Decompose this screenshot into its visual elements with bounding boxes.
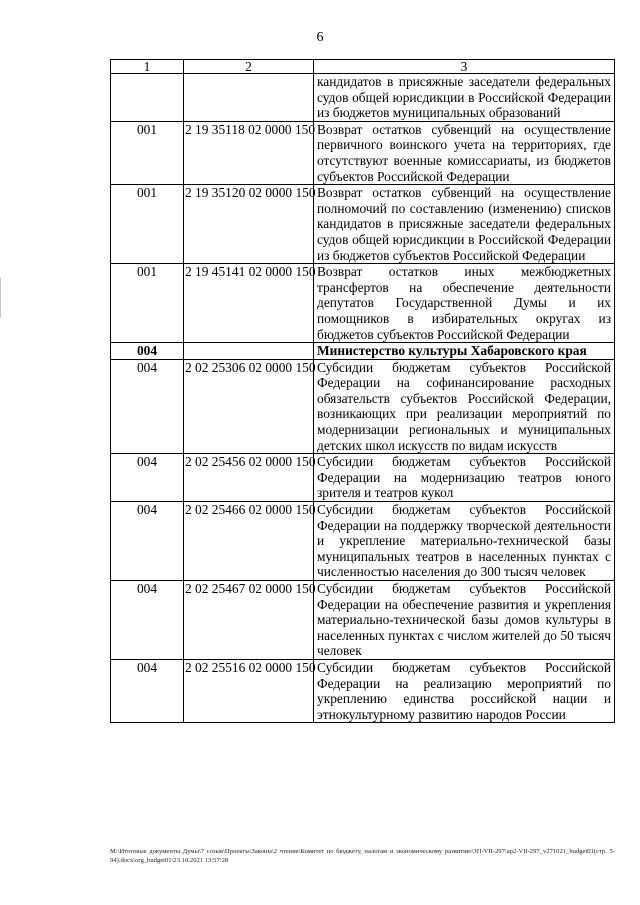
table-row xyxy=(111,264,615,343)
margin-mark xyxy=(0,278,4,318)
description-cell: кандидатов в присяжные заседатели федеральных судов общей юрисдикции в Российской Федерации из бюджетов муниципальных образований xyxy=(314,74,615,122)
budget-code-cell: 2 19 45141 02 0000 150 xyxy=(184,264,314,343)
budget-code-cell: 2 02 25306 02 0000 150 xyxy=(184,359,314,454)
table-row xyxy=(111,74,615,122)
table-row xyxy=(111,659,615,722)
description-cell: Субсидии бюджетам субъектов Российской Федерации на модернизацию театров юного зрителя и театров кукол xyxy=(314,454,615,502)
description-cell: Министерство культуры Хабаровского края xyxy=(314,343,615,360)
budget-code-cell xyxy=(184,74,314,122)
description-cell: Возврат остатков субвенций на осуществление первичного воинского учета на территориях, где отсутствуют военные комиссариаты, из бюджетов субъектов Российской Федерации xyxy=(314,121,615,184)
budget-code-cell: 2 19 35120 02 0000 150 xyxy=(184,185,314,264)
table-row xyxy=(111,121,615,184)
description-cell: Возврат остатков субвенций на осуществление полномочий по составлению (изменению) списков кандидатов в присяжные заседатели федеральных судов общей юрисдикции в Российской Федерации из бюджетов субъектов Российской Федерации xyxy=(314,185,615,264)
header-col-1: 1 xyxy=(111,60,184,74)
description-cell: Субсидии бюджетам субъектов Российской Федерации на реализацию мероприятий по укреплению единства российской нации и этнокультурному развитию народов России xyxy=(314,659,615,722)
code-admin-cell: 004 xyxy=(111,343,184,360)
code-admin-cell: 004 xyxy=(111,454,184,502)
code-admin-cell: 004 xyxy=(111,359,184,454)
budget-code-cell: 2 02 25516 02 0000 150 xyxy=(184,659,314,722)
code-admin-cell: 004 xyxy=(111,659,184,722)
code-admin-cell: 004 xyxy=(111,581,184,660)
code-admin-cell: 004 xyxy=(111,502,184,581)
table-header-row xyxy=(111,60,615,74)
code-admin-cell: 001 xyxy=(111,264,184,343)
budget-classification-table xyxy=(110,59,615,723)
code-admin-cell: 001 xyxy=(111,185,184,264)
footer-file-path: M:\Итоговые документы Думы\7 созыв\Проекты\Законы\2 чтение\Комитет по бюджету, налогам и экономическому развитию\ЗП-VII-297\ар2-VII-297_v271021_budget01(стр. 5-94).docx\org_budget01\23.10.2021 13:57:28 xyxy=(110,848,615,864)
code-admin-cell xyxy=(111,74,184,122)
description-cell: Субсидии бюджетам субъектов Российской Федерации на поддержку творческой деятельности и укрепление материально-технической базы муниципальных театров в населенных пунктах с численностью населения до 300 тысяч человек xyxy=(314,502,615,581)
header-col-2: 2 xyxy=(184,60,314,74)
budget-code-cell: 2 02 25467 02 0000 150 xyxy=(184,581,314,660)
description-cell: Субсидии бюджетам субъектов Российской Федерации на софинансирование расходных обязательств субъектов Российской Федерации, возникающих при реализации мероприятий по модернизации региональных и муниципальных детских школ искусств по видам искусств xyxy=(314,359,615,454)
table-row xyxy=(111,454,615,502)
description-cell: Субсидии бюджетам субъектов Российской Федерации на обеспечение развития и укрепления материально-технической базы домов культуры в населенных пунктах с числом жителей до 50 тысяч человек xyxy=(314,581,615,660)
table-row xyxy=(111,502,615,581)
description-cell: Возврат остатков иных межбюджетных трансфертов на обеспечение деятельности депутатов Государственной Думы и их помощников в избирательных округах из бюджетов субъектов Российской Федерации xyxy=(314,264,615,343)
table-row xyxy=(111,343,615,360)
budget-code-cell xyxy=(184,343,314,360)
page-number: 6 xyxy=(316,30,324,45)
budget-code-cell: 2 19 35118 02 0000 150 xyxy=(184,121,314,184)
table-row xyxy=(111,185,615,264)
table-row xyxy=(111,359,615,454)
code-admin-cell: 001 xyxy=(111,121,184,184)
table-row xyxy=(111,581,615,660)
header-col-3: 3 xyxy=(314,60,615,74)
budget-code-cell: 2 02 25466 02 0000 150 xyxy=(184,502,314,581)
budget-code-cell: 2 02 25456 02 0000 150 xyxy=(184,454,314,502)
